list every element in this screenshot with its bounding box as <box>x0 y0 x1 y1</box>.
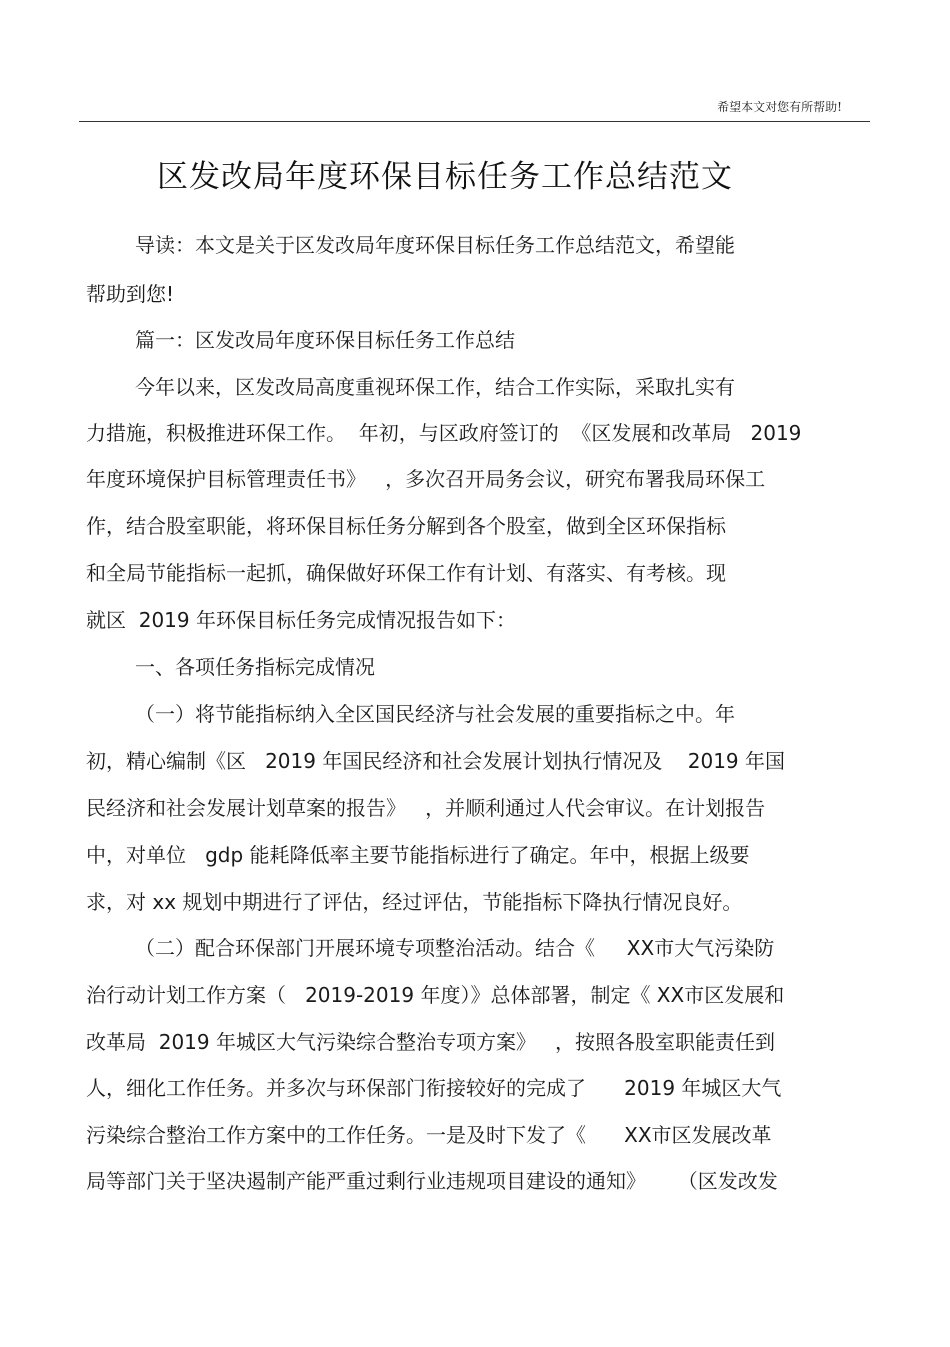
body-line: 年度环境保护目标管理责任书》 ，多次召开局务会议，研究布署我局环保工 <box>86 467 766 491</box>
body-line: 局等部门关于坚决遏制产能严重过剩行业违规项目建设的通知》 （区发改发 <box>86 1169 778 1193</box>
body-line: 作，结合股室职能，将环保目标任务分解到各个股室，做到全区环保指标 <box>86 514 726 538</box>
body-line: 治行动计划工作方案（ 2019-2019 年度）》总体部署，制定《 XX市区发展和 <box>86 983 785 1007</box>
body-line: 求，对 xx 规划中期进行了评估，经过评估，节能指标下降执行情况良好。 <box>86 890 743 914</box>
body-line: 民经济和社会发展计划草案的报告》 ，并顺利通过人代会审议。在计划报告 <box>86 796 766 820</box>
body-line: 和全局节能指标一起抓，确保做好环保工作有计划、有落实、有考核。现 <box>86 561 726 585</box>
body-line: 导读：本文是关于区发改局年度环保目标任务工作总结范文，希望能 <box>135 233 735 257</box>
body-line: （一）将节能指标纳入全区国民经济与社会发展的重要指标之中。年 <box>135 702 735 726</box>
body-line: （二）配合环保部门开展环境专项整治活动。结合《 XX市大气污染防 <box>135 936 775 960</box>
body-line: 改革局 2019 年城区大气污染综合整治专项方案》 ，按照各股室职能责任到 <box>86 1030 776 1054</box>
body-line: 中，对单位 gdp 能耗降低率主要节能指标进行了确定。年中，根据上级要 <box>86 843 750 867</box>
body-line: 初，精心编制《区 2019 年国民经济和社会发展计划执行情况及 2019 年国 <box>86 749 786 773</box>
body-line: 今年以来，区发改局高度重视环保工作，结合工作实际，采取扎实有 <box>135 375 735 399</box>
body-line: 就区 2019 年环保目标任务完成情况报告如下： <box>86 608 516 632</box>
document-title: 区发改局年度环保目标任务工作总结范文 <box>157 159 733 195</box>
body-line: 力措施，积极推进环保工作。 年初，与区政府签订的 《区发展和改革局 2019 <box>86 421 802 445</box>
body-line: 污染综合整治工作方案中的工作任务。一是及时下发了《 XX市区发展改革 <box>86 1123 772 1147</box>
section-heading: 一、各项任务指标完成情况 <box>135 655 375 679</box>
body-line: 帮助到您! <box>86 282 175 306</box>
header-note: 希望本文对您有所帮助! <box>717 100 842 114</box>
header-divider <box>79 121 870 122</box>
body-line: 人，细化工作任务。并多次与环保部门衔接较好的完成了 2019 年城区大气 <box>86 1076 782 1100</box>
body-line: 篇一：区发改局年度环保目标任务工作总结 <box>135 328 515 352</box>
